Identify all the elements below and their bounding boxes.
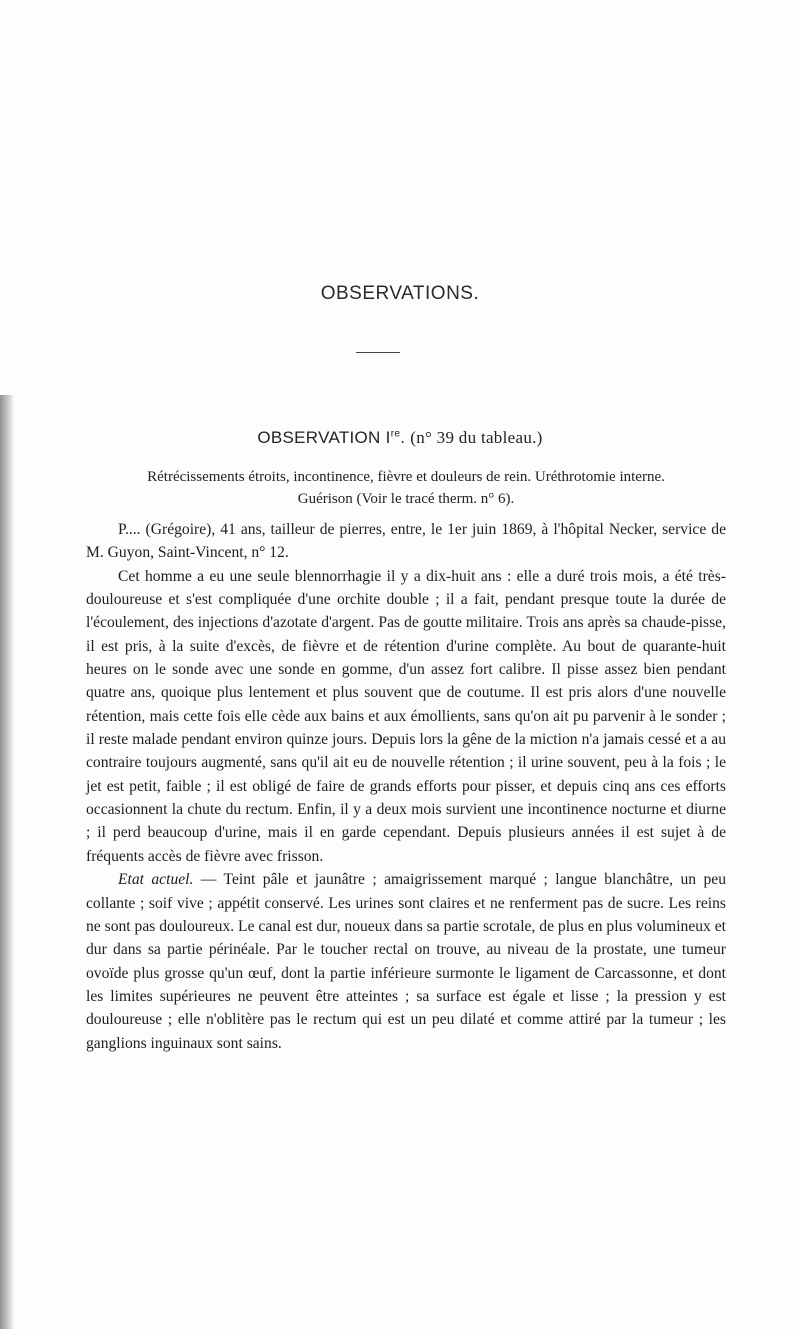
paragraph-current-state — [86, 868, 726, 1055]
body-text — [86, 518, 726, 1055]
paragraph-patient-intro: P.... (Grégoire), 41 ans, tailleur de pierres, entre, le 1er juin 1869, à l'hôpital Necker, service de M. Guyon, Saint-Vincent, n° 12. — [86, 521, 726, 562]
book-spine-shadow — [0, 395, 14, 1329]
summary-line-2: Guérison (Voir le tracé therm. n° 6). — [297, 491, 515, 507]
observation-ref: (n° 39 du tableau.) — [410, 428, 543, 447]
observation-summary — [86, 466, 726, 510]
observation-title-sup: re — [390, 428, 401, 440]
running-head: OBSERVATIONS. — [320, 283, 480, 304]
observation-title-text: OBSERVATION I — [257, 428, 391, 447]
paragraph-history: Cet homme a eu une seule blennorrhagie il y a dix-huit ans : elle a duré trois mois, a été très-douloureuse et s'est compliquée d'une orchite double ; il a fait, pendant presque toute la durée de l'écoulement, des injections d'azotate d'argent. Pas de goutte militaire. Trois ans après sa chaude-pisse, il est pris, à la suite d'excès, de fièvre et de rétention d'urine complète. Au bout de quarante-huit heures on le sonde avec une sonde en gomme, d'un assez fort calibre. Il pisse assez bien pendant quatre ans, quoique plus lentement et plus souvent que de coutume. Il est pris alors d'une nouvelle rétention, mais cette fois elle cède aux bains et aux émollients, sans qu'on ait pu parvenir à le sonder ; il reste malade pendant environ quinze jours. Depuis lors la gêne de la miction n'a jamais cessé et a au contraire toujours augmenté, sans qu'il ait eu de nouvelle rétention ; il urine souvent, peu à la fois ; le jet est petit, faible ; il est obligé de faire de grands efforts pour pisser, et depuis cinq ans ces efforts occasionnent la chute du rectum. Enfin, il y a deux mois survient une incontinence nocturne et diurne ; il perd beaucoup d'urine, mais il en garde cependant. Depuis plusieurs années il est sujet à de fréquents accès de fièvre avec frisson. — [86, 567, 726, 865]
summary-line-1: Rétrécissements étroits, incontinence, fièvre et douleurs de rein. Uréthrotomie interne. — [147, 469, 665, 485]
current-state-lead: Etat actuel. — [118, 871, 194, 889]
observation-title: OBSERVATION Ire. (n° 39 du tableau.) — [257, 428, 543, 447]
separator-rule — [356, 352, 400, 353]
current-state-text: — Teint pâle et jaunâtre ; amaigrissement marqué ; langue blanchâtre, un peu collante ; soif vive ; appétit conservé. Les urines sont claires et ne renferment pas de sucre. Les reins ne sont pas douloureux. Le canal est dur, noueux dans sa partie scrotale, de plus en plus volumineux et dur dans sa partie périnéale. Par le toucher rectal on trouve, au niveau de la prostate, une tumeur ovoïde plus grosse qu'un œuf, dont la partie inférieure surmonte le ligament de Carcassonne, et dont les limites supérieures ne peuvent être atteintes ; sa surface est égale et lisse ; la pression y est douloureuse ; elle n'oblitère pas le rectum qui est un peu dilaté et comme attiré par la tumeur ; les ganglions inguinaux sont sains. — [86, 871, 726, 1052]
